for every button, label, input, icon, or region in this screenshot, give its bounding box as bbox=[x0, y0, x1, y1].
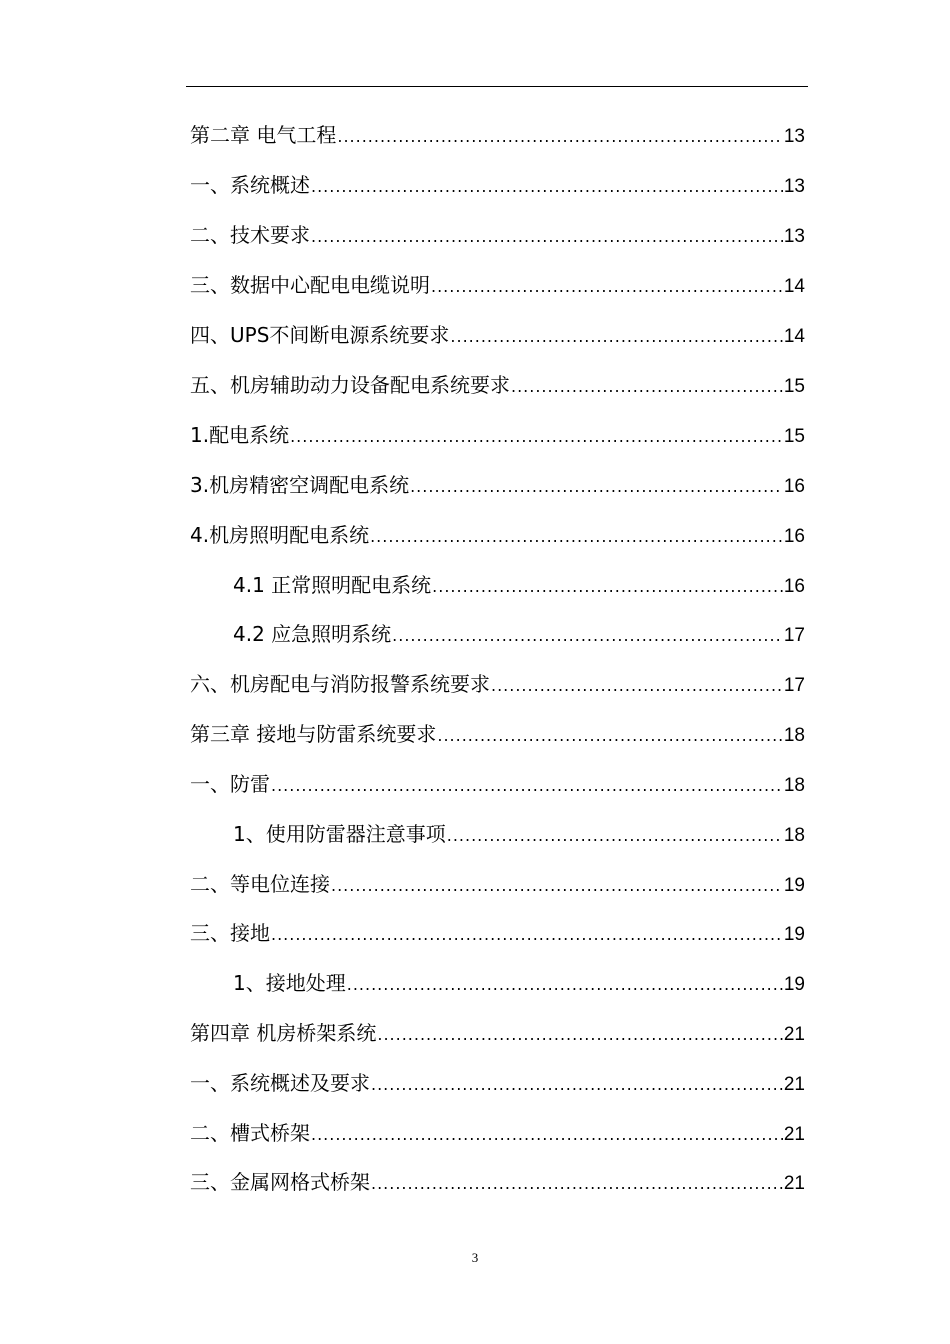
toc-entry-distribution-system[interactable] bbox=[190, 420, 805, 450]
toc-entry-title: 第二章 电气工程 bbox=[190, 123, 337, 147]
toc-dot-leader bbox=[491, 671, 783, 701]
toc-entry-title: 二、等电位连接 bbox=[190, 872, 330, 896]
toc-entry-page: 17 bbox=[783, 675, 805, 696]
toc-entry-title: 六、机房配电与消防报警系统要求 bbox=[190, 672, 490, 696]
toc-entry-arrester-notes[interactable] bbox=[233, 819, 805, 849]
toc-entry-wire-mesh-tray[interactable] bbox=[190, 1167, 805, 1197]
toc-entry-title: 三、金属网格式桥架 bbox=[190, 1170, 370, 1194]
toc-entry-chapter-3[interactable] bbox=[190, 719, 805, 749]
toc-entry-page: 21 bbox=[783, 1074, 805, 1095]
toc-entry-title: 二、技术要求 bbox=[190, 223, 310, 247]
toc-entry-page: 13 bbox=[783, 176, 805, 197]
toc-entry-page: 13 bbox=[783, 226, 805, 247]
toc-entry-chapter-4[interactable] bbox=[190, 1018, 805, 1048]
toc-entry-page: 21 bbox=[783, 1024, 805, 1045]
toc-entry-page: 16 bbox=[783, 576, 805, 597]
toc-dot-leader bbox=[432, 572, 783, 602]
toc-entry-equipotential-bonding[interactable] bbox=[190, 869, 805, 899]
toc-entry-page: 18 bbox=[783, 725, 805, 746]
toc-entry-grounding[interactable] bbox=[190, 918, 805, 948]
toc-dot-leader bbox=[410, 472, 783, 502]
toc-entry-chapter-2[interactable] bbox=[190, 120, 805, 150]
toc-entry-page: 19 bbox=[783, 924, 805, 945]
toc-dot-leader bbox=[311, 172, 783, 202]
toc-entry-tray-overview[interactable] bbox=[190, 1068, 805, 1098]
toc-entry-precision-ac[interactable] bbox=[190, 470, 805, 500]
toc-entry-page: 14 bbox=[783, 276, 805, 297]
toc-entry-page: 13 bbox=[783, 126, 805, 147]
toc-dot-leader bbox=[337, 122, 783, 152]
toc-entry-page: 17 bbox=[783, 625, 805, 646]
toc-entry-page: 15 bbox=[783, 426, 805, 447]
toc-entry-title: 二、槽式桥架 bbox=[190, 1121, 310, 1145]
toc-entry-trough-tray[interactable] bbox=[190, 1118, 805, 1148]
toc-entry-page: 21 bbox=[783, 1124, 805, 1145]
toc-dot-leader bbox=[431, 272, 783, 302]
toc-entry-page: 16 bbox=[783, 526, 805, 547]
toc-entry-grounding-treatment[interactable] bbox=[233, 968, 805, 998]
toc-dot-leader bbox=[511, 372, 783, 402]
toc-entry-cable-description[interactable] bbox=[190, 270, 805, 300]
toc-entry-title: 四、UPS不间断电源系统要求 bbox=[190, 323, 450, 347]
toc-entry-page: 18 bbox=[783, 775, 805, 796]
toc-dot-leader bbox=[447, 821, 783, 851]
toc-entry-title: 五、机房辅助动力设备配电系统要求 bbox=[190, 373, 510, 397]
toc-entry-title: 4.2 应急照明系统 bbox=[233, 622, 392, 646]
toc-entry-title: 第三章 接地与防雷系统要求 bbox=[190, 722, 437, 746]
toc-entry-title: 一、系统概述及要求 bbox=[190, 1071, 370, 1095]
toc-entry-lightning-protection[interactable] bbox=[190, 769, 805, 799]
toc-entry-technical-requirements[interactable] bbox=[190, 220, 805, 250]
toc-dot-leader bbox=[371, 1169, 783, 1199]
toc-dot-leader bbox=[311, 222, 783, 252]
toc-entry-auxiliary-power[interactable] bbox=[190, 370, 805, 400]
toc-dot-leader bbox=[437, 721, 783, 751]
toc-dot-leader bbox=[331, 871, 783, 901]
toc-entry-page: 14 bbox=[783, 326, 805, 347]
toc-dot-leader bbox=[290, 422, 783, 452]
toc-entry-normal-lighting[interactable] bbox=[233, 570, 805, 600]
toc-entry-page: 19 bbox=[783, 974, 805, 995]
toc-entry-lighting-distribution[interactable] bbox=[190, 520, 805, 550]
toc-entry-ups-requirements[interactable] bbox=[190, 320, 805, 350]
toc-entry-page: 18 bbox=[783, 825, 805, 846]
toc-dot-leader bbox=[450, 322, 782, 352]
toc-dot-leader bbox=[271, 920, 783, 950]
toc-dot-leader bbox=[271, 771, 783, 801]
toc-dot-leader bbox=[311, 1120, 783, 1150]
toc-entry-title: 第四章 机房桥架系统 bbox=[190, 1021, 377, 1045]
toc-entry-title: 一、防雷 bbox=[190, 772, 270, 796]
toc-entry-system-overview[interactable] bbox=[190, 170, 805, 200]
toc-entry-title: 三、接地 bbox=[190, 921, 270, 945]
toc-dot-leader bbox=[347, 970, 783, 1000]
toc-entry-title: 4.机房照明配电系统 bbox=[190, 523, 370, 547]
toc-dot-leader bbox=[370, 522, 783, 552]
toc-entry-title: 一、系统概述 bbox=[190, 173, 310, 197]
toc-entry-page: 21 bbox=[783, 1173, 805, 1194]
toc-entry-page: 15 bbox=[783, 376, 805, 397]
toc-dot-leader bbox=[377, 1020, 783, 1050]
toc-entry-title: 三、数据中心配电电缆说明 bbox=[190, 273, 430, 297]
toc-entry-page: 19 bbox=[783, 875, 805, 896]
toc-entry-title: 4.1 正常照明配电系统 bbox=[233, 573, 432, 597]
toc-entry-emergency-lighting[interactable] bbox=[233, 619, 805, 649]
toc-dot-leader bbox=[371, 1070, 783, 1100]
toc-entry-title: 3.机房精密空调配电系统 bbox=[190, 473, 410, 497]
toc-entry-title: 1、使用防雷器注意事项 bbox=[233, 822, 446, 846]
page-number: 3 bbox=[471, 1250, 479, 1265]
toc-entry-fire-alarm[interactable] bbox=[190, 669, 805, 699]
header-rule bbox=[186, 86, 808, 87]
toc-dot-leader bbox=[392, 621, 783, 651]
toc-entry-title: 1、接地处理 bbox=[233, 971, 346, 995]
toc-entry-title: 1.配电系统 bbox=[190, 423, 290, 447]
toc-entry-page: 16 bbox=[783, 476, 805, 497]
